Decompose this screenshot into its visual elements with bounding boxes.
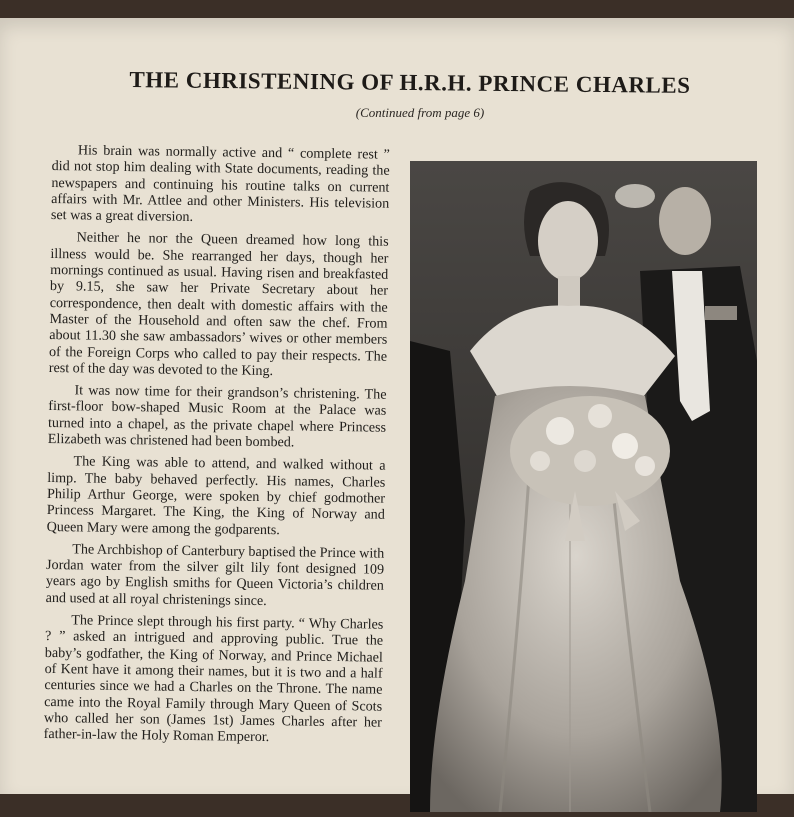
paragraph: Neither he nor the Queen dreamed how long this illness would be. She rearranged her days, though her mornings continued as usual. Having risen and breakfasted by 9.15, she saw her Private Secretary about her correspondence, then dealt with domestic affairs with the Master of the Household and often saw the chef. From about 11.30 she saw ambassadors’ wives or other members of the Foreign Corps who called to pay their respects. The rest of the day was devoted to the King.: [48, 229, 389, 379]
magazine-page: [0, 18, 794, 794]
article-body: [43, 142, 390, 817]
article-title: THE CHRISTENING OF H.R.H. PRINCE CHARLES: [129, 67, 691, 98]
continued-note: (Continued from page 6): [355, 105, 485, 120]
paragraph: His brain was normally active and “ complete rest ” did not stop him dealing with State documents, reading the newspapers and continuing his routine talks on current affairs with Mr. Attlee and other Ministers. His television set was a great diversion.: [50, 142, 390, 226]
paragraph: The Prince slept through his first party. “ Why Charles ? ” asked an intrigued and approving public. True the baby’s godfather, the King of Norway, and Prince Michael of Kent have it among their names, but it is two and a half centuries since we had a Charles on the Throne. The name came into the Royal Family through Mary Queen of Scots who called her son (James 1st) James Charles after her father-in-law the Holy Roman Emperor.: [43, 612, 384, 746]
paragraph: It was now time for their grandson’s christening. The first-floor bow-shaped Music Room at the Palace was turned into a chapel, as the private chapel where Princess Elizabeth was christened had been bombed.: [47, 382, 387, 451]
paragraph: The Archbishop of Canterbury baptised the Prince with Jordan water from the silver gilt lily font designed 109 years ago by English smiths for Queen Victoria’s children and used at all royal christenings since.: [45, 541, 385, 609]
article-photo: [410, 161, 757, 812]
ceiling-lamp: [615, 184, 655, 208]
photo-illustration: [410, 161, 757, 812]
paragraph: The King was able to attend, and walked without a limp. The baby behaved perfectly. His names, Charles Philip Arthur George, were spoken by chief godmother Princess Margaret. The King, the King of Norway and Queen Mary were among the godparents.: [46, 453, 386, 538]
